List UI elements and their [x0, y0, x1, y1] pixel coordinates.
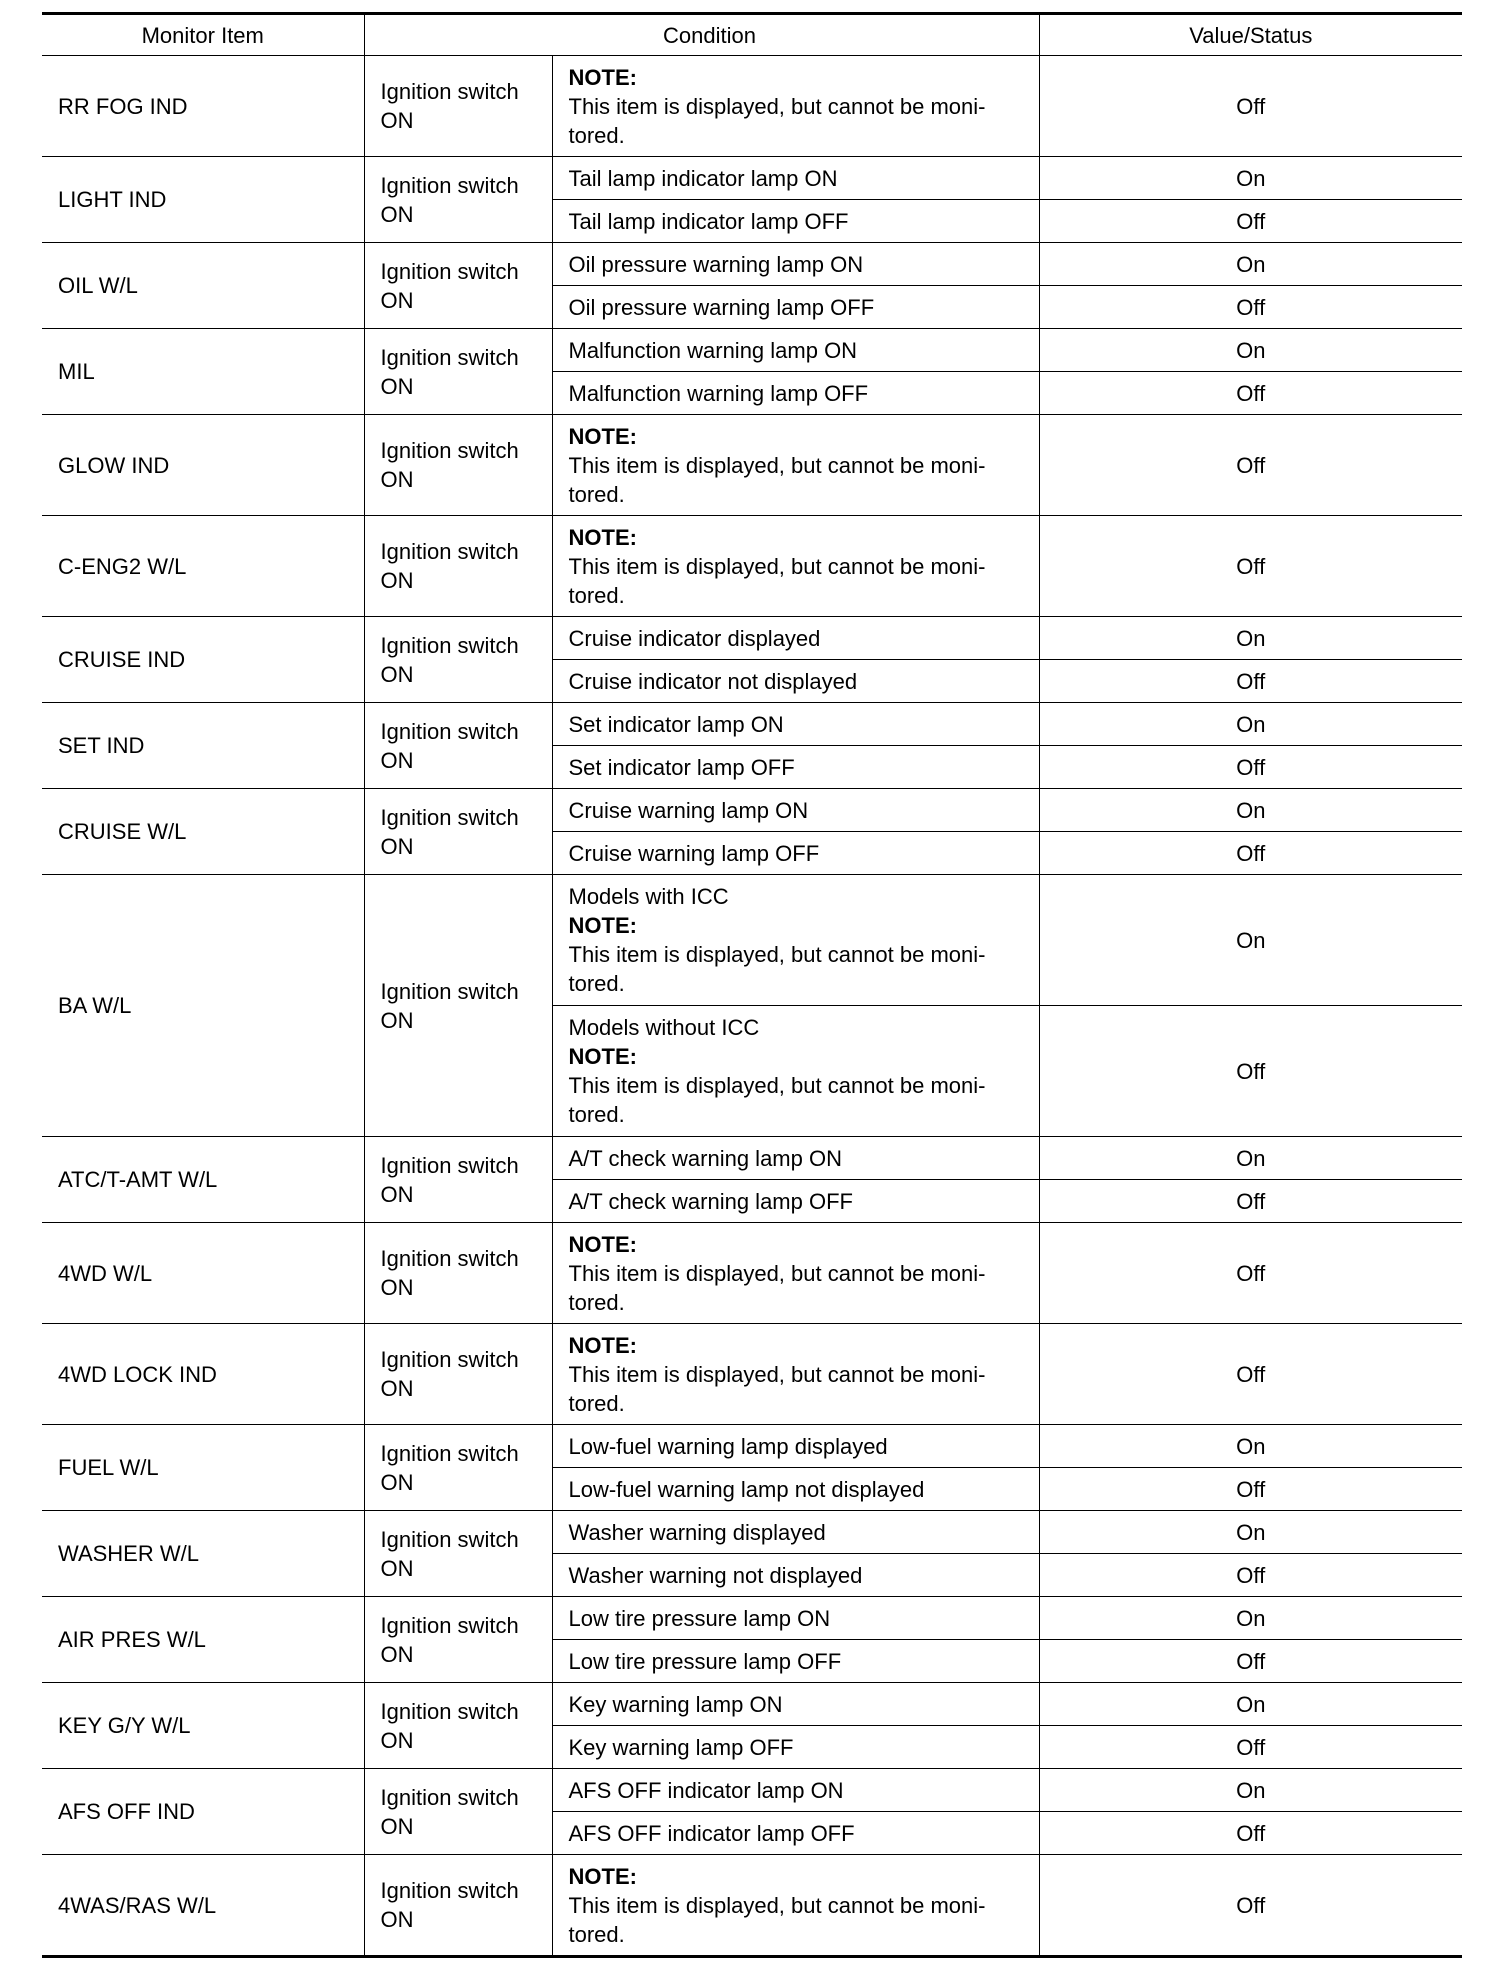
condition: [364, 1597, 552, 1683]
detail-text: This item is displayed, but cannot be moni-: [568, 1892, 986, 1918]
condition-detail: [552, 1855, 1039, 1957]
monitor-item: CRUISE IND: [42, 617, 364, 703]
condition-detail: [552, 329, 1039, 372]
condition-line: ON: [380, 1376, 414, 1401]
detail-text: A/T check warning lamp OFF: [568, 1188, 853, 1214]
condition-line: ON: [380, 1907, 414, 1932]
monitor-item: ATC/T-AMT W/L: [42, 1137, 364, 1223]
value-status: Off: [1039, 1726, 1462, 1769]
table-row: [42, 617, 1462, 660]
note-heading: NOTE:: [568, 1231, 637, 1257]
monitor-item: WASHER W/L: [42, 1511, 364, 1597]
condition-line: ON: [380, 1727, 414, 1753]
value-status: Off: [1039, 1640, 1462, 1683]
detail-text: Cruise indicator displayed: [568, 625, 821, 651]
condition-detail: [552, 372, 1039, 415]
detail-text: This item is displayed, but cannot be moni-: [568, 452, 986, 478]
detail-text: Low-fuel warning lamp displayed: [568, 1433, 888, 1459]
condition-line: ON: [380, 1469, 414, 1495]
table-row: [42, 1855, 1462, 1957]
condition-detail: [552, 832, 1039, 875]
condition: [364, 329, 552, 415]
monitor-item: 4WD W/L: [42, 1223, 364, 1324]
condition: [364, 243, 552, 329]
condition-detail: [552, 415, 1039, 516]
detail-text: Oil pressure warning lamp OFF: [568, 294, 875, 320]
condition: [364, 789, 552, 875]
condition: [364, 415, 552, 516]
detail-text: Low tire pressure lamp ON: [568, 1605, 831, 1631]
value-status: Off: [1039, 832, 1462, 875]
detail-text: Oil pressure warning lamp ON: [568, 251, 864, 277]
monitor-item: MIL: [42, 329, 364, 415]
table-body: [42, 56, 1462, 1957]
condition-line: ON: [380, 287, 414, 313]
detail-text: Malfunction warning lamp OFF: [568, 380, 869, 406]
detail-text: Key warning lamp ON: [568, 1691, 783, 1717]
monitor-item: CRUISE W/L: [42, 789, 364, 875]
value-status: On: [1039, 789, 1462, 832]
condition-line: ON: [380, 747, 414, 773]
detail-text: This item is displayed, but cannot be moni-: [568, 1260, 986, 1286]
note-heading: NOTE:: [568, 423, 637, 449]
value-status: Off: [1039, 372, 1462, 415]
condition: [364, 56, 552, 157]
detail-text: tored.: [568, 1921, 625, 1947]
condition-line: Ignition switch: [380, 1526, 519, 1552]
header-row: [42, 14, 1462, 56]
condition: [364, 1855, 552, 1957]
condition-line: Ignition switch: [380, 539, 519, 564]
condition-detail: [552, 1597, 1039, 1640]
table-row: [42, 789, 1462, 832]
detail-text: Malfunction warning lamp ON: [568, 337, 858, 363]
condition-detail: [552, 243, 1039, 286]
detail-text: Cruise warning lamp OFF: [568, 840, 820, 866]
value-status: Off: [1039, 1180, 1462, 1223]
header-value-status: Value/Status: [1039, 14, 1462, 56]
condition-line: Ignition switch: [380, 1878, 519, 1903]
table-row: [42, 243, 1462, 286]
condition-detail: [552, 286, 1039, 329]
table-row: [42, 1324, 1462, 1425]
monitor-item: KEY G/Y W/L: [42, 1683, 364, 1769]
value-status: Off: [1039, 200, 1462, 243]
value-status: On: [1039, 617, 1462, 660]
table-row: [42, 703, 1462, 746]
condition: [364, 875, 552, 1137]
monitor-item: RR FOG IND: [42, 56, 364, 157]
note-heading: NOTE:: [568, 1332, 637, 1358]
condition-detail: [552, 1683, 1039, 1726]
detail-text: A/T check warning lamp ON: [568, 1145, 842, 1171]
monitor-item: C-ENG2 W/L: [42, 516, 364, 617]
condition: [364, 1769, 552, 1855]
note-heading: NOTE:: [568, 1863, 637, 1889]
value-status: Off: [1039, 1468, 1462, 1511]
condition-detail: [552, 56, 1039, 157]
detail-text: This item is displayed, but cannot be moni-: [568, 1073, 986, 1098]
detail-text: This item is displayed, but cannot be moni-: [568, 553, 986, 579]
detail-text: This item is displayed, but cannot be moni-: [568, 1361, 986, 1387]
detail-text: tored.: [568, 122, 625, 148]
monitor-item: AIR PRES W/L: [42, 1597, 364, 1683]
condition-line: ON: [380, 568, 414, 593]
condition-line: ON: [380, 1275, 414, 1300]
condition-line: Ignition switch: [380, 172, 519, 198]
detail-text: Set indicator lamp ON: [568, 711, 784, 737]
condition-detail: [552, 1468, 1039, 1511]
monitor-item: GLOW IND: [42, 415, 364, 516]
value-status: Off: [1039, 286, 1462, 329]
monitor-item: BA W/L: [42, 875, 364, 1137]
condition-detail: [552, 1769, 1039, 1812]
value-status: On: [1039, 329, 1462, 372]
detail-text: Low-fuel warning lamp not displayed: [568, 1476, 925, 1502]
condition-line: ON: [380, 1555, 414, 1581]
condition-line: ON: [380, 1007, 414, 1033]
condition-line: Ignition switch: [380, 258, 519, 284]
note-heading: NOTE:: [568, 1044, 637, 1069]
condition-line: ON: [380, 108, 414, 133]
value-status: Off: [1039, 1554, 1462, 1597]
condition-detail: [552, 1726, 1039, 1769]
value-status: Off: [1039, 1223, 1462, 1324]
detail-text: Cruise indicator not displayed: [568, 668, 858, 694]
condition-detail: [552, 703, 1039, 746]
model-label: Models without ICC: [568, 1015, 760, 1040]
value-status: Off: [1039, 1855, 1462, 1957]
condition-detail: [552, 1137, 1039, 1180]
table-row: [42, 1425, 1462, 1468]
monitor-item: 4WD LOCK IND: [42, 1324, 364, 1425]
monitor-item: AFS OFF IND: [42, 1769, 364, 1855]
condition-detail: [552, 1324, 1039, 1425]
value-status: On: [1039, 157, 1462, 200]
condition-line: Ignition switch: [380, 804, 519, 830]
detail-text: Key warning lamp OFF: [568, 1734, 794, 1760]
detail-text: Tail lamp indicator lamp ON: [568, 165, 838, 191]
condition: [364, 1511, 552, 1597]
detail-text: Tail lamp indicator lamp OFF: [568, 208, 849, 234]
table-row: [42, 157, 1462, 200]
detail-text: This item is displayed, but cannot be moni-: [568, 93, 986, 119]
condition-detail: [552, 1554, 1039, 1597]
detail-text: Washer warning not displayed: [568, 1562, 863, 1588]
condition-line: Ignition switch: [380, 1246, 519, 1271]
detail-text: tored.: [568, 1390, 625, 1416]
condition-line: Ignition switch: [380, 79, 519, 104]
condition: [364, 1324, 552, 1425]
condition: [364, 617, 552, 703]
value-status: On: [1039, 1425, 1462, 1468]
condition-line: Ignition switch: [380, 632, 519, 658]
value-status: Off: [1039, 1324, 1462, 1425]
condition-detail: [552, 617, 1039, 660]
condition-line: ON: [380, 1181, 414, 1207]
condition: [364, 1425, 552, 1511]
condition-detail: [552, 157, 1039, 200]
table-row: [42, 516, 1462, 617]
condition-detail: [552, 789, 1039, 832]
condition-line: ON: [380, 661, 414, 687]
condition-detail: [552, 516, 1039, 617]
value-status: On: [1039, 243, 1462, 286]
detail-text: AFS OFF indicator lamp ON: [568, 1777, 844, 1803]
detail-text: This item is displayed, but cannot be moni-: [568, 942, 986, 967]
monitor-item: 4WAS/RAS W/L: [42, 1855, 364, 1957]
header-monitor-item: Monitor Item: [42, 14, 364, 56]
condition-line: ON: [380, 373, 414, 399]
condition-line: ON: [380, 467, 414, 492]
condition-line: Ignition switch: [380, 1152, 519, 1178]
value-status: On: [1039, 875, 1462, 1006]
table-row: [42, 329, 1462, 372]
condition-line: ON: [380, 1641, 414, 1667]
condition: [364, 703, 552, 789]
note-heading: NOTE:: [568, 524, 637, 550]
condition-detail: [552, 1812, 1039, 1855]
value-status: On: [1039, 1683, 1462, 1726]
table-row: [42, 56, 1462, 157]
value-status: Off: [1039, 746, 1462, 789]
condition-detail: [552, 660, 1039, 703]
table-row: [42, 1683, 1462, 1726]
condition: [364, 157, 552, 243]
condition-detail: [552, 875, 1039, 1006]
condition-detail: [552, 1006, 1039, 1137]
value-status: On: [1039, 1769, 1462, 1812]
condition-line: Ignition switch: [380, 438, 519, 463]
detail-text: tored.: [568, 481, 625, 507]
condition-detail: [552, 1640, 1039, 1683]
table-row: [42, 875, 1462, 1006]
value-status: On: [1039, 1597, 1462, 1640]
table-row: [42, 1597, 1462, 1640]
table-row: [42, 1223, 1462, 1324]
condition-line: Ignition switch: [380, 344, 519, 370]
value-status: On: [1039, 1511, 1462, 1554]
detail-text: Low tire pressure lamp OFF: [568, 1648, 842, 1674]
detail-text: Set indicator lamp OFF: [568, 754, 795, 780]
condition: [364, 1137, 552, 1223]
monitor-item: SET IND: [42, 703, 364, 789]
condition-detail: [552, 1180, 1039, 1223]
monitor-table: [42, 12, 1462, 1958]
condition-line: Ignition switch: [380, 1612, 519, 1638]
detail-text: Washer warning displayed: [568, 1519, 826, 1545]
table-row: [42, 1137, 1462, 1180]
condition-detail: [552, 746, 1039, 789]
header-condition: Condition: [364, 14, 1039, 56]
value-status: On: [1039, 1137, 1462, 1180]
condition: [364, 1683, 552, 1769]
condition-detail: [552, 1223, 1039, 1324]
condition-line: Ignition switch: [380, 1347, 519, 1372]
monitor-item: LIGHT IND: [42, 157, 364, 243]
table-row: [42, 415, 1462, 516]
value-status: Off: [1039, 415, 1462, 516]
detail-text: AFS OFF indicator lamp OFF: [568, 1820, 855, 1846]
value-status: Off: [1039, 56, 1462, 157]
condition-detail: [552, 1425, 1039, 1468]
table-row: [42, 1511, 1462, 1554]
condition-line: Ignition switch: [380, 1698, 519, 1724]
value-status: On: [1039, 703, 1462, 746]
monitor-item: FUEL W/L: [42, 1425, 364, 1511]
detail-text: tored.: [568, 1102, 625, 1127]
note-heading: NOTE:: [568, 913, 637, 938]
condition: [364, 1223, 552, 1324]
note-heading: NOTE:: [568, 64, 637, 90]
monitor-item: OIL W/L: [42, 243, 364, 329]
condition-line: Ignition switch: [380, 1440, 519, 1466]
detail-text: tored.: [568, 1289, 625, 1315]
table-row: [42, 1769, 1462, 1812]
value-status: Off: [1039, 1812, 1462, 1855]
condition-detail: [552, 1511, 1039, 1554]
condition-line: ON: [380, 201, 414, 227]
condition-line: Ignition switch: [380, 978, 519, 1004]
condition-line: Ignition switch: [380, 718, 519, 744]
condition-line: ON: [380, 1813, 414, 1839]
value-status: Off: [1039, 516, 1462, 617]
detail-text: tored.: [568, 582, 625, 608]
condition-line: Ignition switch: [380, 1784, 519, 1810]
model-label: Models with ICC: [568, 884, 729, 909]
value-status: Off: [1039, 1006, 1462, 1137]
value-status: Off: [1039, 660, 1462, 703]
condition-line: ON: [380, 833, 414, 859]
detail-text: Cruise warning lamp ON: [568, 797, 809, 823]
condition-detail: [552, 200, 1039, 243]
condition: [364, 516, 552, 617]
detail-text: tored.: [568, 971, 625, 996]
